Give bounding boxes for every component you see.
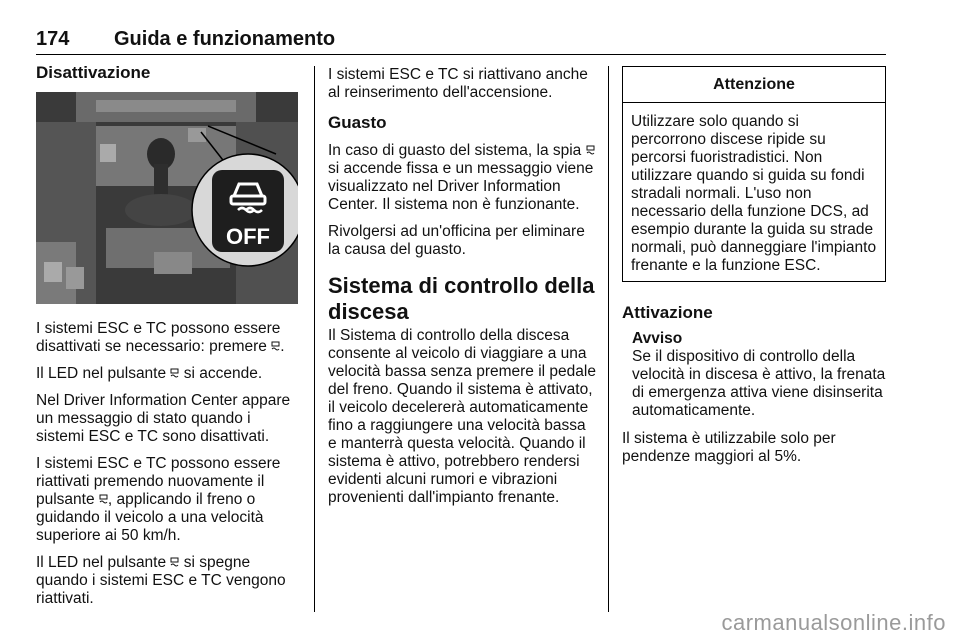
text: Il LED nel pulsante [36, 554, 167, 571]
paragraph: I sistemi ESC e TC si riattivano anche al reinserimento dell'accensione. [328, 66, 588, 101]
warning-title: Attenzione [623, 67, 885, 103]
esc-off-icon [170, 557, 179, 568]
heading-fault: Guasto [328, 113, 387, 132]
console-photo [36, 92, 298, 304]
column-3 [622, 66, 890, 475]
text: si accende. [183, 365, 263, 382]
warning-box [622, 66, 886, 282]
paragraph [36, 365, 300, 383]
paragraph [36, 554, 300, 608]
paragraph [36, 320, 300, 356]
esc-warning-icon [586, 145, 595, 156]
paragraph: Nel Driver Information Center appare un messaggio di stato quando i sistemi ESC e TC sono disattivati. [36, 392, 291, 445]
off-label: OFF [226, 224, 270, 249]
heading-activation: Attivazione [622, 303, 713, 322]
text: I sistemi ESC e TC possono essere riattivati premendo nuovamente il pulsante [36, 455, 281, 508]
esc-off-icon [271, 341, 280, 352]
column-1 [36, 64, 300, 617]
watermark: carmanualsonline.info [721, 610, 946, 635]
esc-off-icon [170, 368, 179, 379]
paragraph: Il Sistema di controllo della discesa consente al veicolo di viaggiare a una velocità bassa senza premere il pedale del freno. Quando il sistema è attivato, il veicolo decelererà automaticamente fino a raggiungere una velocità bassa e manterrà questa velocità. Quando il sistema è attivo, potrebbero rendersi evidenti alcuni rumori e vibrazioni provenienti dall'impianto frenante. [328, 327, 596, 506]
esc-off-icon [99, 494, 108, 505]
text: si spegne quando i sistemi ESC e TC vengono riattivati. [36, 554, 286, 607]
page-number: 174 [36, 28, 70, 50]
page-title: Guida e funzionamento [114, 28, 336, 50]
text: I sistemi ESC e TC possono essere disattivati se necessario: premere [36, 320, 281, 355]
text: , applicando il freno o guidando il veicolo a una velocità superiore ai 50 km/h. [36, 491, 264, 544]
column-2 [328, 66, 596, 516]
text: . [280, 338, 285, 355]
note-body: Se il dispositivo di controllo della velocità in discesa è attivo, la frenata di emergenza attiva viene disinserita automaticamente. [632, 348, 886, 419]
paragraph [328, 142, 596, 214]
text: si accende fissa e un messaggio viene visualizzato nel Driver Information Center. Il sistema non è funzionante. [328, 160, 594, 213]
paragraph [36, 455, 300, 545]
page-header [36, 28, 886, 55]
warning-body: Utilizzare solo quando si percorrono discese ripide su percorsi fuoristradistici. Non utilizzare quando si guida su fondi stradali normali. L'uso non necessario della funzione DCS, ad esempio durante la guida su strade normali, può danneggiare l'impianto frenante e la funzione ESC. [631, 113, 877, 274]
heading-deactivation: Disattivazione [36, 63, 151, 82]
heading-descent-control: Sistema di controllo della discesa [328, 273, 595, 324]
column-divider-2 [608, 66, 609, 612]
text: In caso di guasto del sistema, la spia [328, 142, 582, 159]
paragraph: Il sistema è utilizzabile solo per pendenze maggiori al 5%. [622, 430, 836, 465]
column-divider-1 [314, 66, 315, 612]
text: Il LED nel pulsante [36, 365, 167, 382]
note-title: Avviso [632, 330, 683, 347]
paragraph: Rivolgersi ad un'officina per eliminare la causa del guasto. [328, 223, 585, 258]
